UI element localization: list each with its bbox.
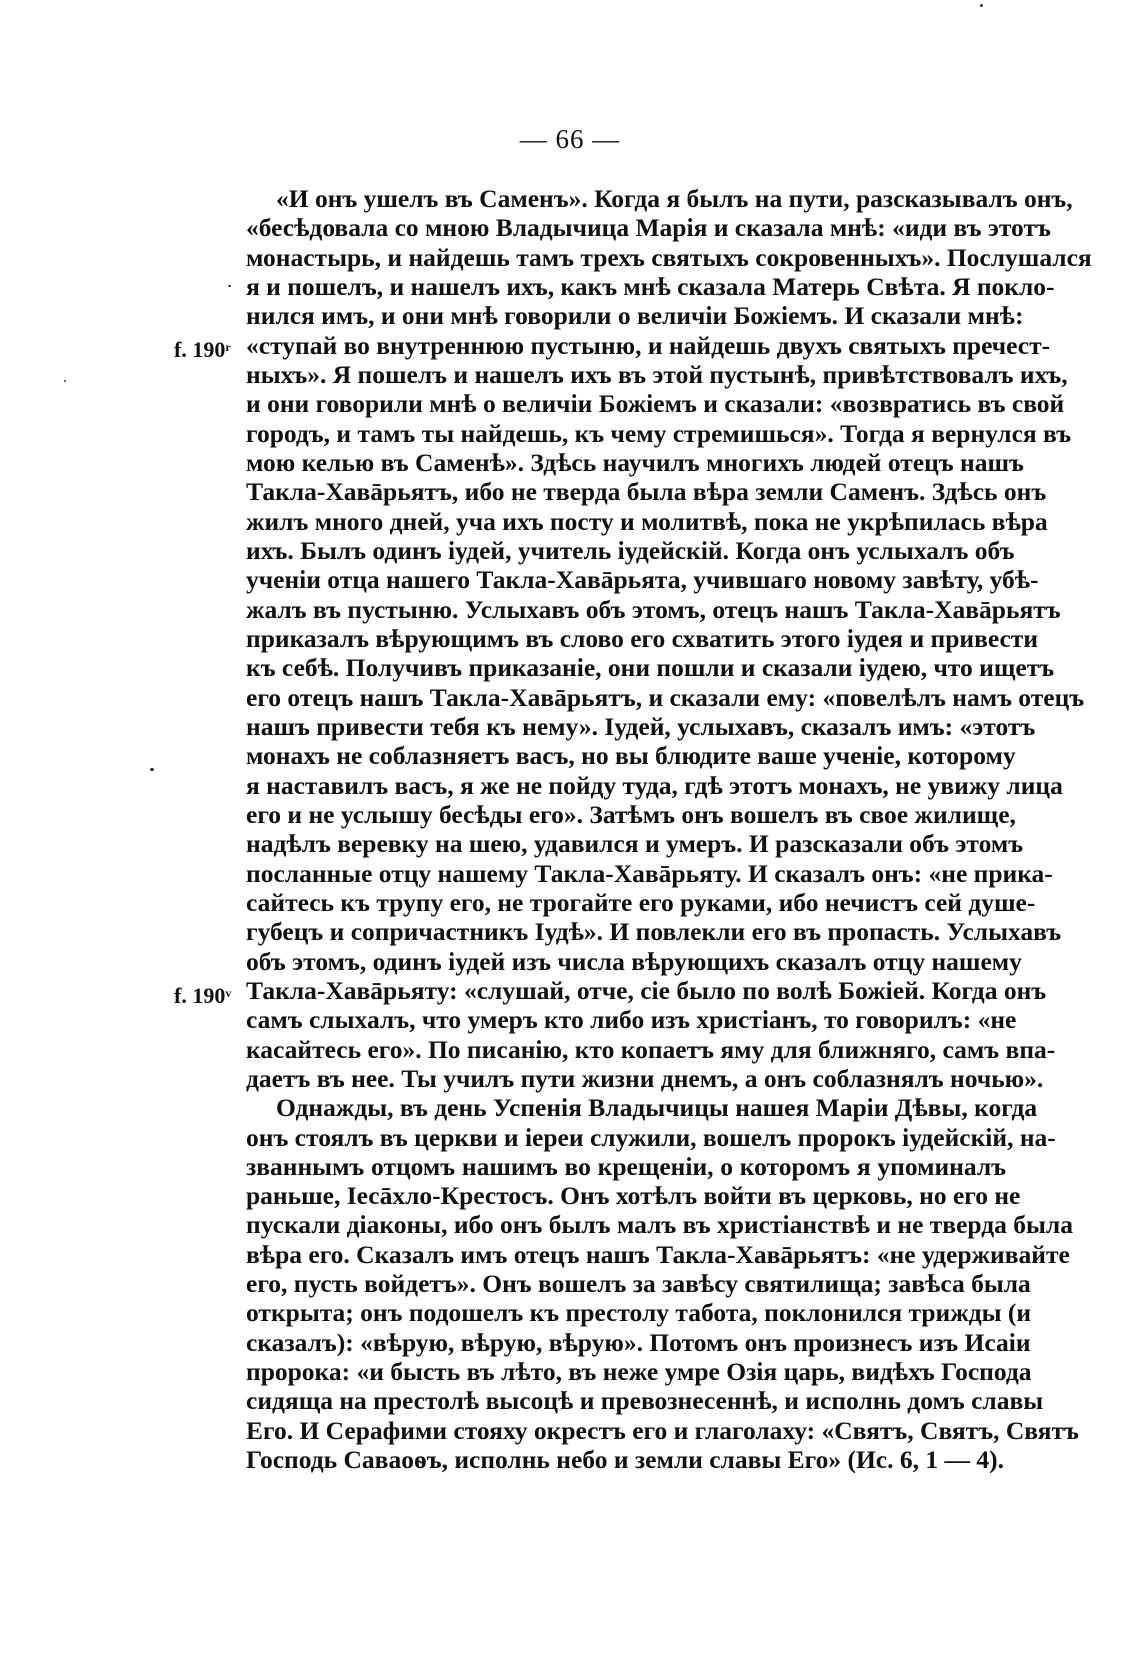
text-line: объ этомъ, одинъ іудей изъ числа вѣрующихъ сказалъ отцу нашему (246, 946, 1022, 976)
scan-speck (228, 285, 231, 287)
body-text (246, 184, 1092, 1475)
text-line: городъ, и тамъ ты найдешь, къ чему стремишься». Тогда я вернулся въ (246, 418, 1072, 448)
text-line: нашъ привести тебя къ нему». Іудей, услыхавъ, сказалъ имъ: «этотъ (246, 711, 1036, 741)
text-line: къ себѣ. Получивъ приказаніе, они пошли и сказали іудею, что ищетъ (246, 653, 1055, 683)
text-line: самъ слыхалъ, что умеръ кто либо изъ христіанъ, то говорилъ: «не (246, 1005, 1017, 1035)
text-line: Господь Саваоѳъ, исполнь небо и земли славы Его» (Ис. 6, 1 — 4). (246, 1445, 1004, 1475)
text-line: «бесѣдовала со мною Владычица Марія и сказала мнѣ: «иди въ этотъ (246, 213, 1051, 243)
page-number: — 66 — (519, 124, 621, 154)
scan-speck (150, 768, 154, 771)
text-line: ихъ. Былъ одинъ іудей, учитель іудейскій. Когда онъ услыхалъ объ (246, 535, 1015, 565)
folio-note-190r (174, 335, 231, 364)
text-line: касайтесь его». По писанію, кто копаетъ яму для ближняго, самъ впа- (246, 1034, 1056, 1064)
text-line: монахъ не соблазняетъ васъ, но вы блюдите ваше ученіе, которому (246, 741, 1016, 771)
scan-speck (980, 4, 983, 7)
text-line: сидяща на престолѣ высоцѣ и превознесеннѣ, и исполнь домъ славы (246, 1386, 1044, 1416)
text-line: «И онъ ушелъ въ Саменъ». Когда я былъ на пути, разсказывалъ онъ, (276, 184, 1073, 213)
text-line: ныхъ». Я пошелъ и нашелъ ихъ въ этой пустынѣ, привѣтствовалъ ихъ, (246, 359, 1068, 389)
folio-note-190v (174, 981, 231, 1010)
text-line: монастырь, и найдешь тамъ трехъ святыхъ сокровенныхъ». Послушался (246, 242, 1092, 272)
text-line: даетъ въ нее. Ты училъ пути жизни днемъ, а онъ соблазнялъ ночью». (246, 1063, 1044, 1093)
text-line: открыта; онъ подошелъ къ престолу табота, поклонился трижды (и (246, 1298, 1032, 1328)
text-line: Такла-Хавāрьяту: «слушай, отче, сіе было по волѣ Божіей. Когда онъ (246, 975, 1047, 1005)
text-line: его и не услышу бесѣды его». Затѣмъ онъ вошелъ въ свое жилище, (246, 799, 1016, 829)
text-line: Его. И Серафими стояху окрестъ его и глаголаху: «Святъ, Святъ, Святъ (246, 1415, 1079, 1445)
text-line: и они говорили мнѣ о величіи Божіемъ и сказали: «возвратись въ свой (246, 389, 1065, 419)
text-line: званнымъ отцомъ нашимъ во крещеніи, о которомъ я упоминалъ (246, 1151, 1006, 1181)
text-line: сказалъ): «вѣрую, вѣрую, вѣрую». Потомъ онъ произнесъ изъ Исаіи (246, 1327, 1031, 1357)
text-line: губецъ и сопричастникъ Іудѣ». И повлекли его въ пропасть. Услыхавъ (246, 917, 1062, 947)
text-line: мою келью въ Саменѣ». Здѣсь научилъ многихъ людей отецъ нашъ (246, 447, 1024, 477)
text-line: «ступай во внутреннюю пустыню, и найдешь двухъ святыхъ пречест- (246, 330, 1051, 360)
text-line: Такла-Хавāрьятъ, ибо не тверда была вѣра земли Саменъ. Здѣсь онъ (246, 477, 1047, 507)
text-line: посланные отцу нашему Такла-Хавāрьяту. И сказалъ онъ: «не прика- (246, 858, 1053, 888)
text-line: Однажды, въ день Успенія Владычицы нашея Маріи Дѣвы, когда (276, 1093, 1038, 1123)
text-line: надѣлъ веревку на шею, удавился и умеръ. И разсказали объ этомъ (246, 829, 1024, 859)
folio-sup: r (225, 340, 231, 354)
text-line: раньше, Іесāхло-Крестосъ. Онъ хотѣлъ войти въ церковь, но его не (246, 1181, 1021, 1211)
text-line: сайтесь къ трупу его, не трогайте его руками, ибо нечистъ сей душе- (246, 887, 1036, 917)
folio-sup: v (225, 986, 232, 1000)
folio-label: f. 190 (174, 337, 226, 362)
text-line: пускали діаконы, ибо онъ былъ малъ въ христіанствѣ и не тверда была (246, 1210, 1073, 1240)
text-line: жилъ много дней, уча ихъ посту и молитвѣ, пока не укрѣпилась вѣра (246, 506, 1048, 536)
scan-speck (64, 380, 66, 382)
text-line: онъ стоялъ въ церкви и іереи служили, вошелъ пророкъ іудейскій, на- (246, 1122, 1056, 1152)
text-line: его, пусть войдетъ». Онъ вошелъ за завѣсу святилища; завѣса была (246, 1269, 1031, 1299)
text-line: я наставилъ васъ, я же не пойду туда, гдѣ этотъ монахъ, не увижу лица (246, 770, 1063, 800)
text-line: вѣра его. Сказалъ имъ отецъ нашъ Такла-Хавāрьятъ: «не удерживайте (246, 1239, 1070, 1269)
text-line: его отецъ нашъ Такла-Хавāрьятъ, и сказали ему: «повелѣлъ намъ отецъ (246, 682, 1085, 712)
text-line: я и пошелъ, и нашелъ ихъ, какъ мнѣ сказала Матерь Свѣта. Я покло- (246, 271, 1055, 301)
text-line: ученіи отца нашего Такла-Хавāрьята, учившаго новому завѣту, убѣ- (246, 565, 1039, 595)
text-line: пророка: «и бысть въ лѣто, въ неже умре Озія царь, видѣхъ Господа (246, 1357, 1032, 1387)
text-line: нился имъ, и они мнѣ говорили о величіи Божіемъ. И сказали мнѣ: (246, 301, 1024, 331)
folio-label: f. 190 (174, 983, 226, 1008)
text-line: приказалъ вѣрующимъ въ слово его схватить этого іудея и привести (246, 623, 1039, 653)
text-line: жалъ въ пустыню. Услыхавъ объ этомъ, отецъ нашъ Такла-Хавāрьятъ (246, 594, 1061, 624)
